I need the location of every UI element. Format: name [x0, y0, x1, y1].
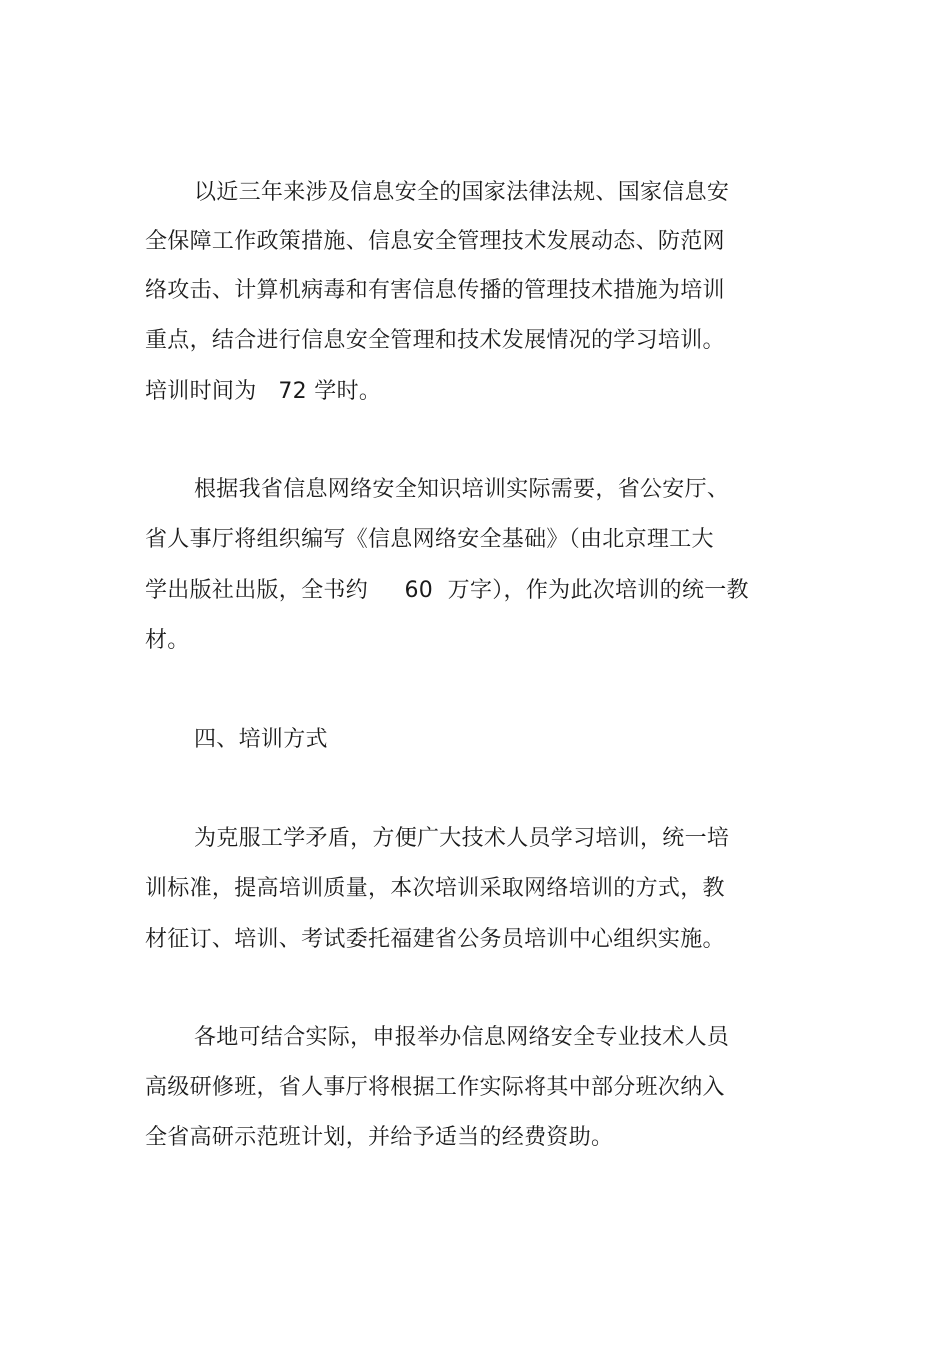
text-line: 以近三年来涉及信息安全的国家法律法规、国家信息安 [194, 180, 730, 205]
text-line: 重点，结合进行信息安全管理和技术发展情况的学习培训。 [145, 328, 725, 353]
text-line: 培训时间为 72 学时。 [145, 379, 382, 404]
text-line: 训标准，提高培训质量，本次培训采取网络培训的方式，教 [145, 876, 725, 901]
text-line: 全省高研示范班计划，并给予适当的经费资助。 [145, 1125, 614, 1150]
section-heading: 四、培训方式 [194, 727, 328, 752]
text-line: 学出版社出版，全书约 60 万字），作为此次培训的统一教 [145, 578, 749, 603]
text-line: 各地可结合实际，申报举办信息网络安全专业技术人员 [194, 1025, 730, 1050]
text-line: 高级研修班，省人事厅将根据工作实际将其中部分班次纳入 [145, 1075, 725, 1100]
text-line: 材征订、培训、考试委托福建省公务员培训中心组织实施。 [145, 927, 725, 952]
text-line: 络攻击、计算机病毒和有害信息传播的管理技术措施为培训 [145, 278, 725, 303]
text-line: 材。 [145, 628, 190, 653]
text-line: 全保障工作政策措施、信息安全管理技术发展动态、防范网 [145, 229, 725, 254]
text-line: 为克服工学矛盾，方便广大技术人员学习培训，统一培 [194, 826, 730, 851]
text-line: 根据我省信息网络安全知识培训实际需要，省公安厅、 [194, 477, 730, 502]
text-line: 省人事厅将组织编写《信息网络安全基础》（由北京理工大 [145, 527, 714, 552]
